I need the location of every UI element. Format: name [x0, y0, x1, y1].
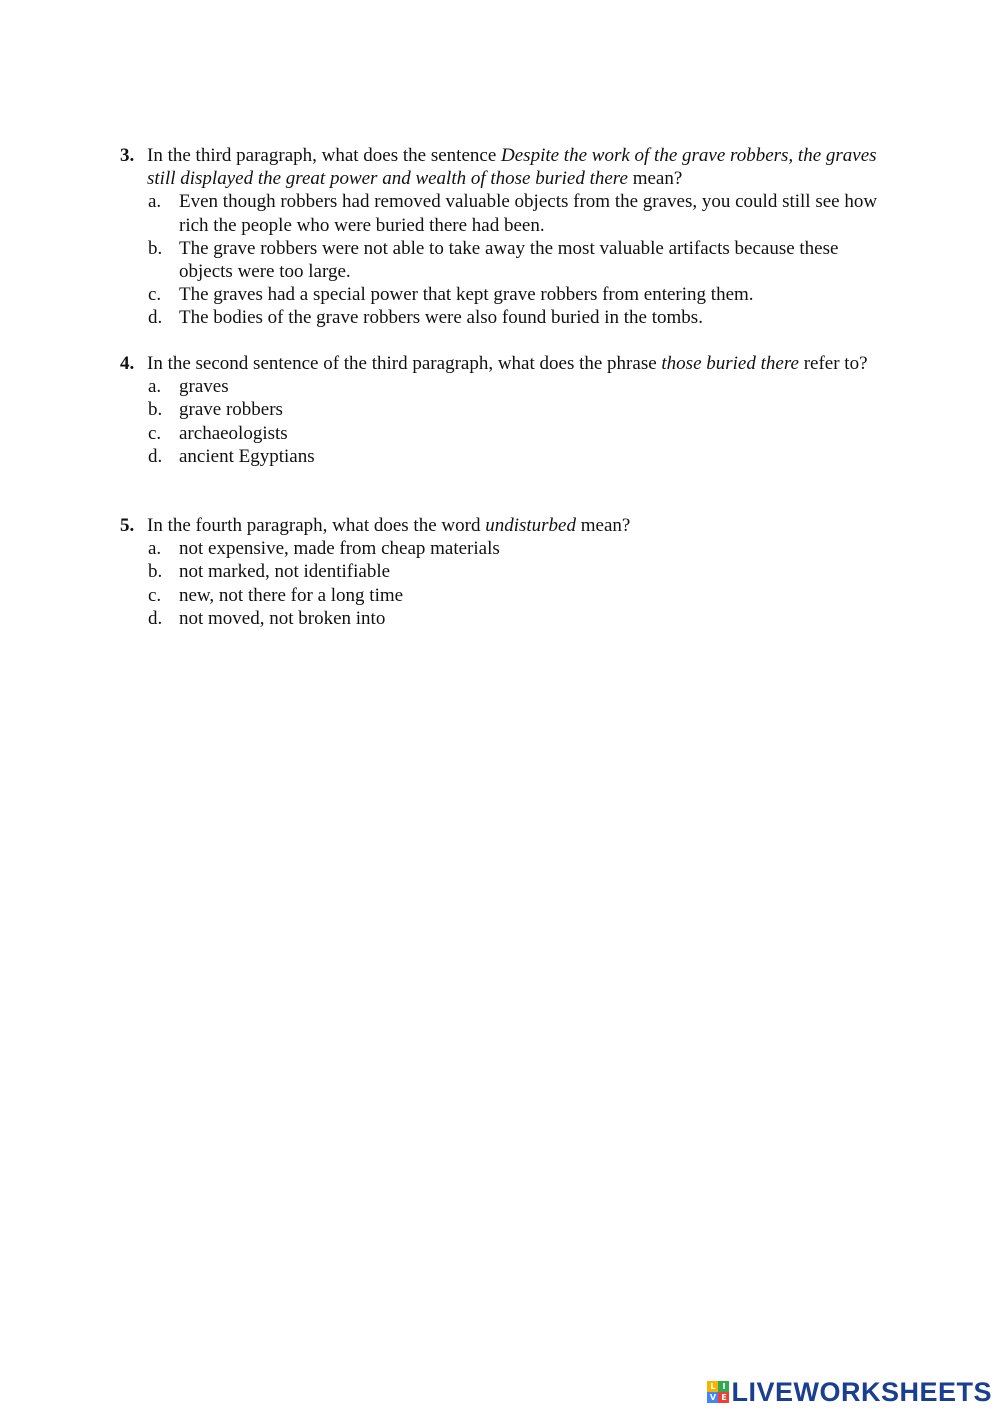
answer-options	[120, 537, 880, 630]
question-stem	[120, 352, 880, 375]
option-letter: a.	[148, 538, 162, 560]
option-letter: b.	[148, 237, 163, 259]
option-text: The grave robbers were not able to take away the most valuable artifacts because these objects were too large.	[179, 237, 839, 283]
option-a[interactable]	[120, 375, 880, 398]
stem-italic-text: Despite the work of the grave robbers, the graves still displayed the great power and wealth of those buried there	[147, 145, 877, 190]
option-b[interactable]	[120, 560, 880, 583]
option-letter: b.	[148, 561, 163, 583]
logo-mark-letter: I	[718, 1381, 729, 1392]
option-text: new, not there for a long time	[179, 584, 404, 606]
stem-text-end: mean?	[575, 515, 631, 536]
option-a[interactable]	[120, 537, 880, 560]
answer-options	[120, 375, 880, 468]
question-number: 4.	[120, 353, 135, 374]
option-letter: c.	[148, 422, 162, 444]
option-d[interactable]	[120, 445, 880, 468]
option-d[interactable]	[120, 306, 880, 329]
option-c[interactable]	[120, 584, 880, 607]
option-text: ancient Egyptians	[179, 445, 315, 467]
logo-mark-letter: E	[718, 1392, 729, 1403]
question-4	[120, 352, 880, 468]
option-text: The graves had a special power that kept grave robbers from entering them.	[179, 284, 754, 306]
option-text: not marked, not identifiable	[179, 561, 391, 583]
option-text: The bodies of the grave robbers were also found buried in the tombs.	[179, 307, 703, 329]
option-text: Even though robbers had removed valuable objects from the graves, you could still see how rich the people who were buried there had been.	[179, 191, 878, 236]
option-d[interactable]	[120, 607, 880, 630]
option-c[interactable]	[120, 283, 880, 306]
question-number: 3.	[120, 145, 135, 166]
option-text: not expensive, made from cheap materials	[179, 538, 500, 560]
question-stem	[120, 144, 880, 190]
option-letter: a.	[148, 376, 162, 398]
question-number: 5.	[120, 515, 135, 536]
answer-options	[120, 190, 880, 329]
option-c[interactable]	[120, 422, 880, 445]
stem-italic-text: undisturbed	[485, 515, 576, 536]
option-a[interactable]	[120, 190, 880, 236]
option-text: grave robbers	[179, 399, 283, 421]
stem-italic-text: those buried there	[661, 353, 799, 374]
logo-text: LIVEWORKSHEETS	[731, 1376, 992, 1407]
option-text: not moved, not broken into	[179, 607, 386, 629]
stem-text: In the second sentence of the third paragraph, what does the phrase	[147, 353, 662, 374]
stem-text: In the third paragraph, what does the sentence	[147, 145, 502, 166]
option-b[interactable]	[120, 398, 880, 421]
option-letter: c.	[148, 284, 162, 306]
option-letter: d.	[148, 445, 163, 467]
question-3	[120, 144, 880, 330]
logo-mark-letter: L	[707, 1381, 718, 1392]
liveworksheets-logo-icon	[707, 1381, 729, 1403]
liveworksheets-logo	[707, 1377, 992, 1407]
option-text: archaeologists	[179, 422, 288, 444]
logo-mark-letter: V	[707, 1392, 718, 1403]
option-letter: d.	[148, 307, 163, 329]
stem-text: In the fourth paragraph, what does the word	[147, 515, 486, 536]
question-5	[120, 514, 880, 630]
question-stem	[120, 514, 880, 537]
option-b[interactable]	[120, 237, 880, 283]
option-letter: c.	[148, 584, 162, 606]
option-letter: b.	[148, 399, 163, 421]
stem-text-end: refer to?	[798, 353, 868, 374]
option-letter: a.	[148, 191, 162, 213]
option-letter: d.	[148, 607, 163, 629]
option-text: graves	[179, 376, 229, 398]
stem-text-end: mean?	[627, 168, 683, 190]
